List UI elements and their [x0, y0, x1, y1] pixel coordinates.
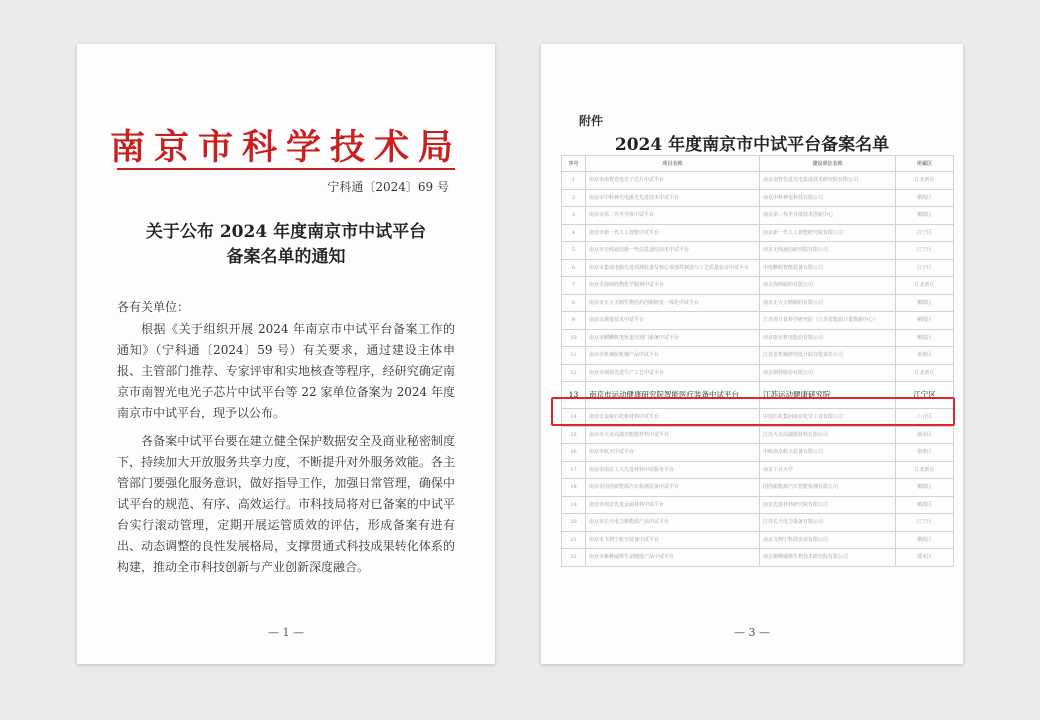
list-title: 2024 年度南京市中试平台备案名单 — [614, 135, 890, 155]
cell-unit-name: 中国石化集团南京化学工业有限公司 — [760, 409, 896, 427]
cell-unit-name: 南京工业大学 — [760, 461, 896, 479]
cell-district: 栖霞区 — [896, 189, 954, 207]
cell-district: 栖霞区 — [896, 496, 954, 514]
cell-unit-name: 江苏长天电力设备有限公司 — [760, 514, 896, 532]
salutation: 各有关单位： — [117, 300, 190, 314]
highlight-box-row-13 — [551, 397, 955, 426]
cell-project-name: 南京市运动健康研究院智能医疗装备中试平台 — [586, 382, 760, 409]
cell-unit-name: 南京第三代半导体技术创新中心 — [760, 207, 896, 225]
cell-index: 1 — [562, 172, 586, 190]
document-page-3 — [541, 44, 963, 664]
cell-unit-name: 南京紫峰威斯生物技术研究院有限公司 — [760, 549, 896, 567]
cell-project-name: 南京市集成电路先进封测装备及核心零部件制造与工艺质量验证中试平台 — [586, 259, 760, 277]
cell-unit-name: 国创新能源汽车智能检测有限公司 — [760, 479, 896, 497]
cell-district: 江宁区 — [896, 382, 954, 409]
cell-project-name: 南京市飞利宁航空装备中试平台 — [586, 531, 760, 549]
cell-district: 江北新区 — [896, 172, 954, 190]
cell-district: 江宁区 — [896, 224, 954, 242]
cell-index: 20 — [562, 514, 586, 532]
cell-district: 栖霞区 — [896, 479, 954, 497]
table-row — [562, 444, 954, 462]
cell-district: 江北新区 — [896, 364, 954, 382]
cell-unit-name: 南京飞利宁科技发展有限公司 — [760, 531, 896, 549]
cell-district: 栖霞区 — [896, 329, 954, 347]
red-divider-line — [117, 168, 455, 170]
cell-unit-name: 南京中科神光科技有限公司 — [760, 189, 896, 207]
table-row — [562, 207, 954, 225]
cell-project-name: 南京市紫峰威斯生命健康产品中试平台 — [586, 549, 760, 567]
document-page-1 — [77, 44, 495, 664]
registration-table — [561, 155, 954, 567]
cell-index: 5 — [562, 242, 586, 260]
cell-index: 19 — [562, 496, 586, 514]
cell-project-name: 南京市航天中试平台 — [586, 444, 760, 462]
table-row — [562, 514, 954, 532]
cell-unit-name: 南京海纳制药有限公司 — [760, 277, 896, 295]
cell-project-name: 南京市测量技术中试平台 — [586, 312, 760, 330]
cell-unit-name: 南京无线通信研究院有限公司 — [760, 242, 896, 260]
cell-index: 8 — [562, 294, 586, 312]
table-row — [562, 426, 954, 444]
table-row — [562, 259, 954, 277]
table-row — [562, 294, 954, 312]
cell-unit-name: 南京正大天晴制药有限公司 — [760, 294, 896, 312]
cell-unit-name: 南京钢铁股份有限公司 — [760, 364, 896, 382]
issuing-authority-title: 南京市科学技术局 — [109, 127, 462, 168]
cell-index: 21 — [562, 531, 586, 549]
table-row — [562, 479, 954, 497]
cell-district: 江宁区 — [896, 259, 954, 277]
table-row — [562, 172, 954, 190]
cell-unit-name: 南京新一代人工智能研究院有限公司 — [760, 224, 896, 242]
cell-project-name: 南京市第三代半导体中试平台 — [586, 207, 760, 225]
body-paragraph-1: 根据《关于组织开展 2024 年南京市中试平台备案工作的通知》（宁科通〔2024〕59 号）有关要求，通过建设主体申报、主管部门推荐、专家评审和实地核查等程序，经研究确定南京市南智光电光子芯片中试平台等 22 家单位备案为 2024 年度南京市中试平台，现予以公布。 — [117, 322, 455, 420]
cell-index: 16 — [562, 444, 586, 462]
cell-unit-name: 中航南京航天装备有限公司 — [760, 444, 896, 462]
cell-unit-name: 江苏省机械研究设计院有限责任公司 — [760, 347, 896, 365]
cell-district: 栖霞区 — [896, 531, 954, 549]
cell-index: 3 — [562, 207, 586, 225]
table-row — [562, 224, 954, 242]
notice-title — [77, 220, 495, 270]
cell-unit-name: 中电鹏程智能装备有限公司 — [760, 259, 896, 277]
cell-index: 6 — [562, 259, 586, 277]
notice-title-line-2: 备案名单的通知 — [226, 247, 346, 267]
cell-project-name: 南京市钢铁先进生产工艺中试平台 — [586, 364, 760, 382]
header-index: 序号 — [562, 156, 586, 172]
cell-project-name: 南京市麒麟机电轨道交通门系统中试平台 — [586, 329, 760, 347]
cell-index: 2 — [562, 189, 586, 207]
annex-label: 附件 — [579, 114, 604, 128]
cell-unit-name: 南京南智先进光电集成技术研究院有限公司 — [760, 172, 896, 190]
cell-index: 12 — [562, 364, 586, 382]
cell-project-name: 南京市国创新能源汽车检测装备中试平台 — [586, 479, 760, 497]
cell-unit-name: 江苏省计量科学研究院（江苏省能源计量数据中心） — [760, 312, 896, 330]
document-number: 宁科通〔2024〕69 号 — [327, 180, 449, 194]
body-paragraph-2: 各备案中试平台要在建立健全保护数据安全及商业秘密制度下，持续加大开放服务共享力度，不断提升对外服务效能。各主管部门要强化服务意识，做好指导工作，加强日常管理，确保中试平台的规范、有序、高效运行。市科技局将对已备案的中试平台实行滚动管理，定期开展运管质效的评估，形成备案有进有出、动态调整的良性发展格局，支撑贯通式科技成果转化体系的构建，推动全市科技创新与产业创新深度融合。 — [117, 434, 455, 574]
cell-project-name: 南京市正大天晴生物医药创新研发一体化中试平台 — [586, 294, 760, 312]
cell-district: 六合区 — [896, 409, 954, 427]
cell-district: 栖霞区 — [896, 207, 954, 225]
cell-project-name: 南京市海纳药物化学制剂中试平台 — [586, 277, 760, 295]
cell-index: 10 — [562, 329, 586, 347]
cell-district: 秦淮区 — [896, 347, 954, 365]
cell-index: 13 — [562, 382, 586, 409]
cell-project-name: 南京市新一代人工智能中试平台 — [586, 224, 760, 242]
cell-project-name: 南京市长天电力新能源产品中试平台 — [586, 514, 760, 532]
cell-district: 江宁区 — [896, 514, 954, 532]
cell-unit-name: 江苏天美高端膜材料有限公司 — [760, 426, 896, 444]
cell-project-name: 南京市南京工大先进材料中试服务平台 — [586, 461, 760, 479]
cell-district: 溧水区 — [896, 549, 954, 567]
table-row — [562, 312, 954, 330]
page-number: — 3 — — [734, 626, 770, 639]
cell-index: 4 — [562, 224, 586, 242]
cell-index: 14 — [562, 409, 586, 427]
table-row — [562, 277, 954, 295]
table-row — [562, 364, 954, 382]
table-row — [562, 461, 954, 479]
table-row — [562, 531, 954, 549]
table-header-row — [562, 156, 954, 172]
cell-unit-name: 南京先进材料研究院有限公司 — [760, 496, 896, 514]
notice-title-line-1: 关于公布 2024 年度南京市中试平台 — [145, 222, 427, 242]
cell-unit-name: 江苏运动健康研究院 — [760, 382, 896, 409]
table-row — [562, 496, 954, 514]
cell-district: 秦淮区 — [896, 444, 954, 462]
table-row — [562, 347, 954, 365]
header-project-name: 项目名称 — [586, 156, 760, 172]
cell-index: 17 — [562, 461, 586, 479]
cell-index: 18 — [562, 479, 586, 497]
cell-district: 江北新区 — [896, 277, 954, 295]
cell-index: 7 — [562, 277, 586, 295]
cell-index: 15 — [562, 426, 586, 444]
table-body — [562, 172, 954, 567]
header-district: 所属区 — [896, 156, 954, 172]
table-row — [562, 242, 954, 260]
cell-unit-name: 南京康尼机电股份有限公司 — [760, 329, 896, 347]
cell-project-name: 南京市机械院机械产品中试平台 — [586, 347, 760, 365]
cell-project-name: 南京市无线通信新一代信息通信技术中试平台 — [586, 242, 760, 260]
cell-district: 栖霞区 — [896, 312, 954, 330]
cell-project-name: 南京市天美高端功能膜材料中试平台 — [586, 426, 760, 444]
cell-district: 江宁区 — [896, 242, 954, 260]
cell-district: 溧水区 — [896, 426, 954, 444]
cell-district: 栖霞区 — [896, 294, 954, 312]
cell-index: 11 — [562, 347, 586, 365]
cell-project-name: 南京市南智光电光子芯片中试平台 — [586, 172, 760, 190]
page-number: — 1 — — [268, 626, 304, 639]
cell-index: 9 — [562, 312, 586, 330]
cell-project-name: 南京市金陵石化新材料中试平台 — [586, 409, 760, 427]
header-unit-name: 建设单位名称 — [760, 156, 896, 172]
table-row — [562, 549, 954, 567]
table-row — [562, 329, 954, 347]
cell-project-name: 南京市中科神光电激光先进技术中试平台 — [586, 189, 760, 207]
cell-district: 江北新区 — [896, 461, 954, 479]
cell-project-name: 南京市南京先进金属材料中试平台 — [586, 496, 760, 514]
table-row — [562, 189, 954, 207]
cell-index: 22 — [562, 549, 586, 567]
